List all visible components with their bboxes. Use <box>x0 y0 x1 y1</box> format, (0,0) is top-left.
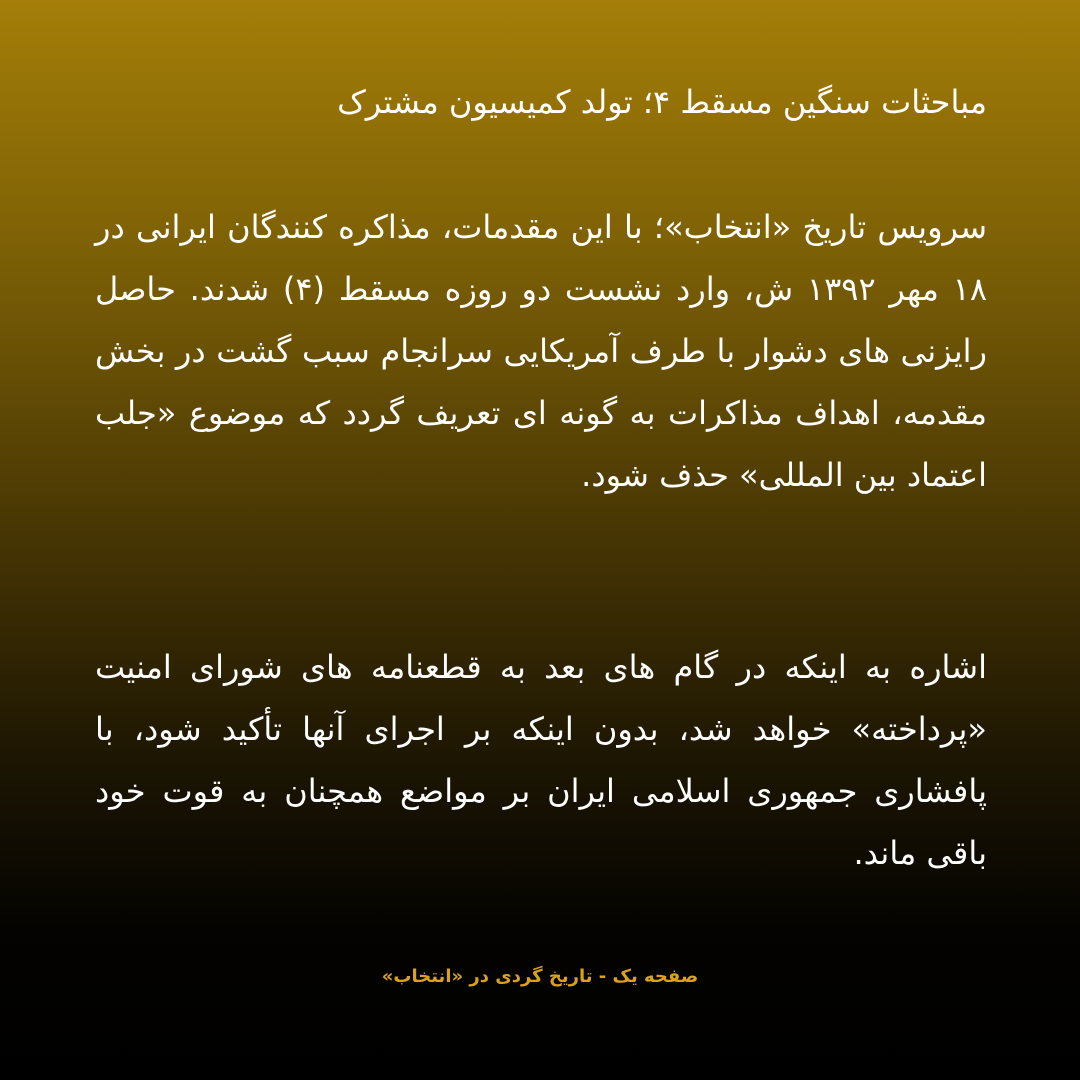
title-block <box>95 74 987 130</box>
article-card <box>95 70 987 1010</box>
article-paragraph-1: سرویس تاریخ «انتخاب»؛ با این مقدمات، مذاکره کنندگان ایرانی در ۱۸ مهر ۱۳۹۲ ش، وارد نشست دو روزه مسقط (۴) شدند. حاصل رایزنی های دشوار با طرف آمریکایی سرانجام سبب گشت در بخش مقدمه، اهداف مذاکرات به گونه ای تعریف گردد که موضوع «جلب اعتماد بین المللی» حذف شود. <box>95 208 988 494</box>
footer-caption: صفحه یک - تاریخ گردی در «انتخاب» <box>381 966 699 987</box>
article-paragraph-2: اشاره به اینکه در گام های بعد به قطعنامه های شورای امنیت «پرداخته» خواهد شد، بدون اینکه بر اجرای آنها تأکید شود، با پافشاری جمهوری اسلامی ایران بر مواضع همچنان به قوت خود باقی ماند. <box>95 648 987 872</box>
article-title: مباحثات سنگین مسقط ۴؛ تولد کمیسیون مشترک <box>337 83 987 121</box>
